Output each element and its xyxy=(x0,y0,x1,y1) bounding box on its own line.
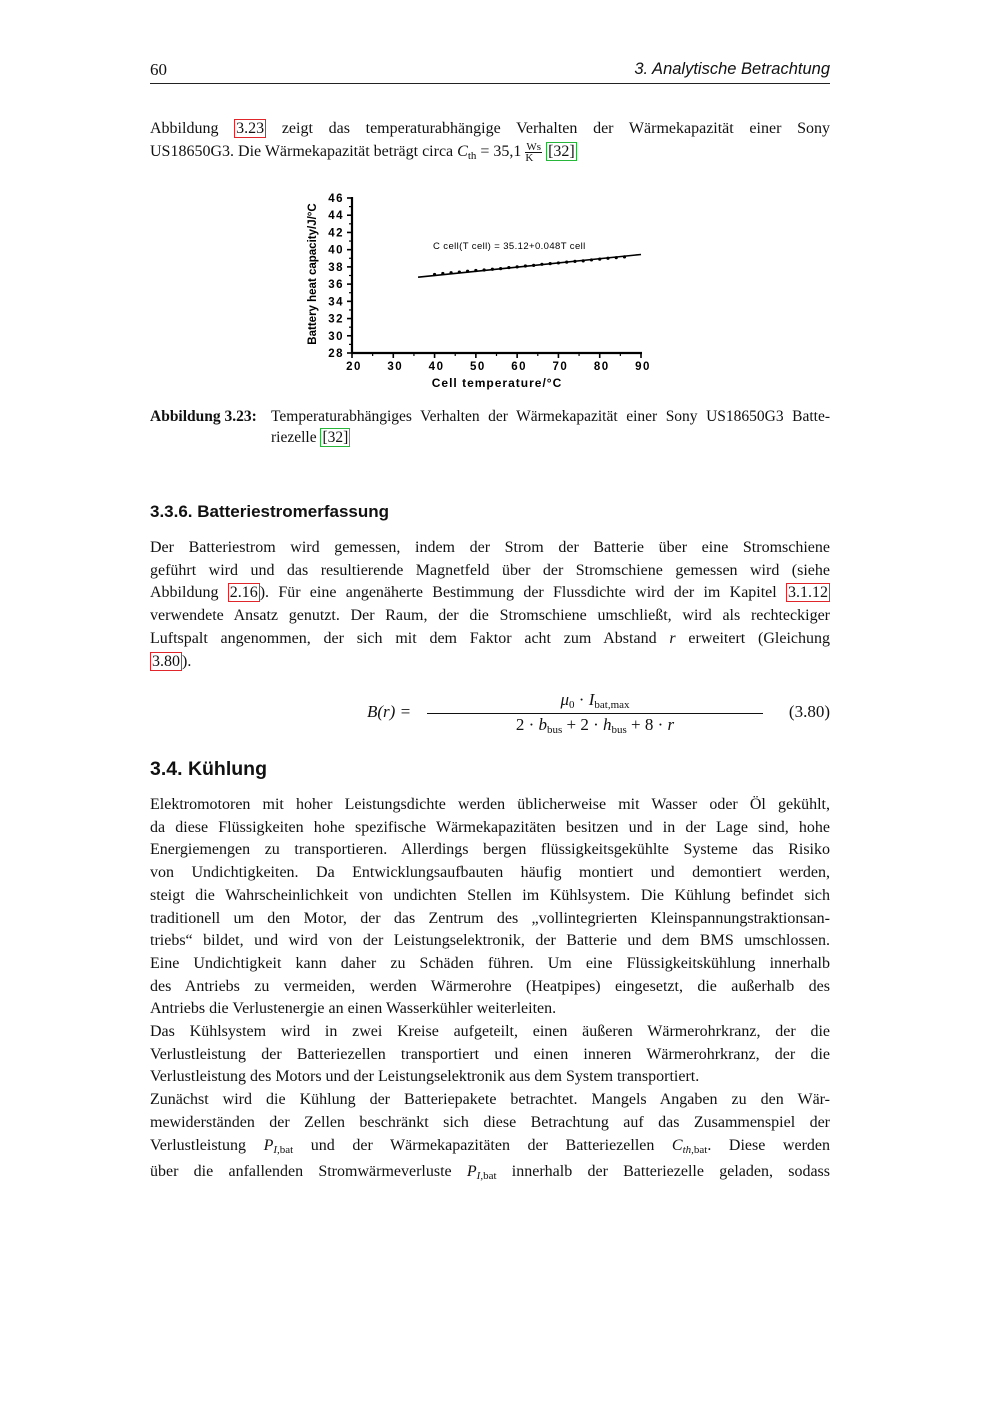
x-tick-label: 70 xyxy=(552,361,569,373)
equation-3-80 xyxy=(150,688,830,738)
data-point xyxy=(540,263,543,266)
data-point xyxy=(449,271,452,274)
data-point xyxy=(507,266,510,269)
x-tick-label: 60 xyxy=(511,361,528,373)
chapter-ref-link[interactable]: 3.1.12 xyxy=(788,584,828,602)
running-header: 3. Analytische Betrachtung xyxy=(634,60,830,78)
x-tick-label: 30 xyxy=(387,361,404,373)
data-point xyxy=(524,264,527,267)
y-axis-label: Battery heat capacity/J/°C xyxy=(307,203,319,345)
data-point xyxy=(582,259,585,262)
data-point xyxy=(483,268,486,271)
citation-link[interactable]: [32] xyxy=(322,429,349,446)
x-tick-label: 90 xyxy=(635,361,651,373)
y-tick-label: 30 xyxy=(328,330,344,343)
y-tick-label: 46 xyxy=(328,193,344,205)
section-3-4-paragraph: Elektromotoren mit hoher Leistungsdichte werden üblicherweise mit Wasser oder Öl gekühlt, da diese Flüssigkeiten hohe spezifische Wärmekapazitäten besitzen und in der Lage sind, hohe Energiemengen zu transportieren. Allerdings bergen flüssigkeitsgekühlte Systeme das Risiko von Undichtigkeiten. Da Entwicklungsaufbauten häufig montiert und demontiert werden, steigt die Wahrscheinlichkeit von undichten Stellen im Kühlsystem. Die Kühlung befindet sich traditionell um den Motor, der das Zentrum des „vollintegrierten Kleinspannungstraktionsan- triebs“ bildet, und wird von der Leistungselektronik, der Batterie und dem BMS umschlossen. Eine Undichtigkeit kann daher zu Schäden führen. Um eine Flüssigkeitskühlung innerhalb des Antriebs zu vermeiden, werden Wärmerohre (Heatpipes) eingesetzt, die außerhalb des Antriebs die Verlustenergie an einen Wasserkühler weiterleiten. Das Kühlsystem wird in zwei Kreise aufgeteilt, einen äußeren Wärmerohrkranz, der die Verlustleistung der Batteriezellen transportiert und einen inneren Wärmerohrkranz, der die Verlustleistung des Motors und der Leistungselektronik aus dem System transportiert. Zunächst wird die Kühlung der Batteriepakete betrachtet. Mangels Angaben zu den Wär- mewiderständen der Zellen beschränkt sich diese Betrachtung auf das Zusammenspiel der Verlustleistung $P_{I,bat}$ und der Wärmekapazitäten der Batteriezellen $C_{th,bat}$. Diese werden über die anfallenden Stromwärmeverluste $P_{I,bat}$ innerhalb der Batteriezelle geladen, sodass xyxy=(150,796,830,1183)
data-point xyxy=(590,258,593,261)
data-point xyxy=(474,269,477,272)
equation-ref-link[interactable]: 3.80 xyxy=(152,652,180,670)
data-point xyxy=(466,270,469,273)
fit-equation-annotation: C cell(T cell) = 35.12+0.048T cell xyxy=(433,241,586,252)
data-point xyxy=(565,261,568,264)
x-axis-label: Cell temperature/°C xyxy=(431,376,563,390)
intro-paragraph: Abbildung 3.23 zeigt das temperaturabhängige Verhalten der Wärmekapazität einer Sony US18650G3. Die Wärmekapazität beträgt circa $C_{th} = 35,1$ $\frac{Ws}{K}$ [32] xyxy=(150,120,830,164)
equation-lhs: B(r) = xyxy=(367,702,412,721)
y-tick-label: 38 xyxy=(328,261,344,274)
figure-ref-link[interactable]: 3.23 xyxy=(236,120,265,137)
y-tick-label: 42 xyxy=(328,227,344,240)
data-point xyxy=(458,270,461,273)
header-rule xyxy=(150,83,830,84)
data-point xyxy=(532,264,535,267)
data-point xyxy=(549,262,552,265)
x-tick-label: 50 xyxy=(469,361,486,373)
y-tick-label: 34 xyxy=(328,296,344,309)
figure-ref-link[interactable]: 2.16 xyxy=(229,584,258,602)
x-tick-label: 80 xyxy=(593,361,610,373)
heat-capacity-chart xyxy=(300,186,670,396)
equation-fraction: $\mu_0 \cdot I_{bat,max}$ $2 \cdot b_{bus} + 2 \cdot h_{bus} + 8 \cdot r$ xyxy=(427,690,763,736)
y-tick-label: 36 xyxy=(328,279,344,292)
page-number: 60 xyxy=(150,60,167,79)
data-point xyxy=(499,267,502,270)
data-point xyxy=(615,256,618,259)
data-point xyxy=(516,265,519,268)
section-heading-3-4: 3.4. Kühlung xyxy=(150,758,267,780)
unit-fraction: $\frac{Ws}{K}$ xyxy=(525,140,542,164)
y-tick-label: 44 xyxy=(328,210,344,223)
data-point xyxy=(441,272,444,275)
equation-number: (3.80) xyxy=(788,702,830,721)
data-point xyxy=(557,261,560,264)
section-3-3-6-paragraph: Der Batteriestrom wird gemessen, indem der Strom der Batterie über eine Stromschiene geführt wird und das resultierende Magnetfeld über der Stromschiene gemessen wird (siehe Abbildung 2.16 ). Für eine angenäherte Bestimmung der Flussdichte wird der im Kapitel 3.1.12 verwendete Ansatz genutzt. Der Raum, der die Stromschiene umschließt, wird als rechteckiger Luftspalt angenommen, der sich mit dem Faktor acht zum Abstand r erweitert (Gleichung 3.80 ). xyxy=(150,539,830,670)
section-heading-3-3-6: 3.3.6. Batteriestromerfassung xyxy=(150,502,390,521)
data-point xyxy=(623,255,626,258)
citation-link[interactable]: [32] xyxy=(548,142,575,160)
data-point xyxy=(598,258,601,261)
y-tick-label: 28 xyxy=(328,348,344,360)
y-tick-label: 40 xyxy=(328,244,344,257)
data-point xyxy=(433,273,436,276)
data-point xyxy=(606,257,609,260)
x-tick-label: 20 xyxy=(346,361,362,373)
data-point xyxy=(491,268,494,271)
data-point xyxy=(573,260,576,263)
y-tick-label: 32 xyxy=(328,313,344,326)
caption-label: Abbildung 3.23: xyxy=(150,408,257,425)
x-tick-label: 40 xyxy=(428,361,445,373)
